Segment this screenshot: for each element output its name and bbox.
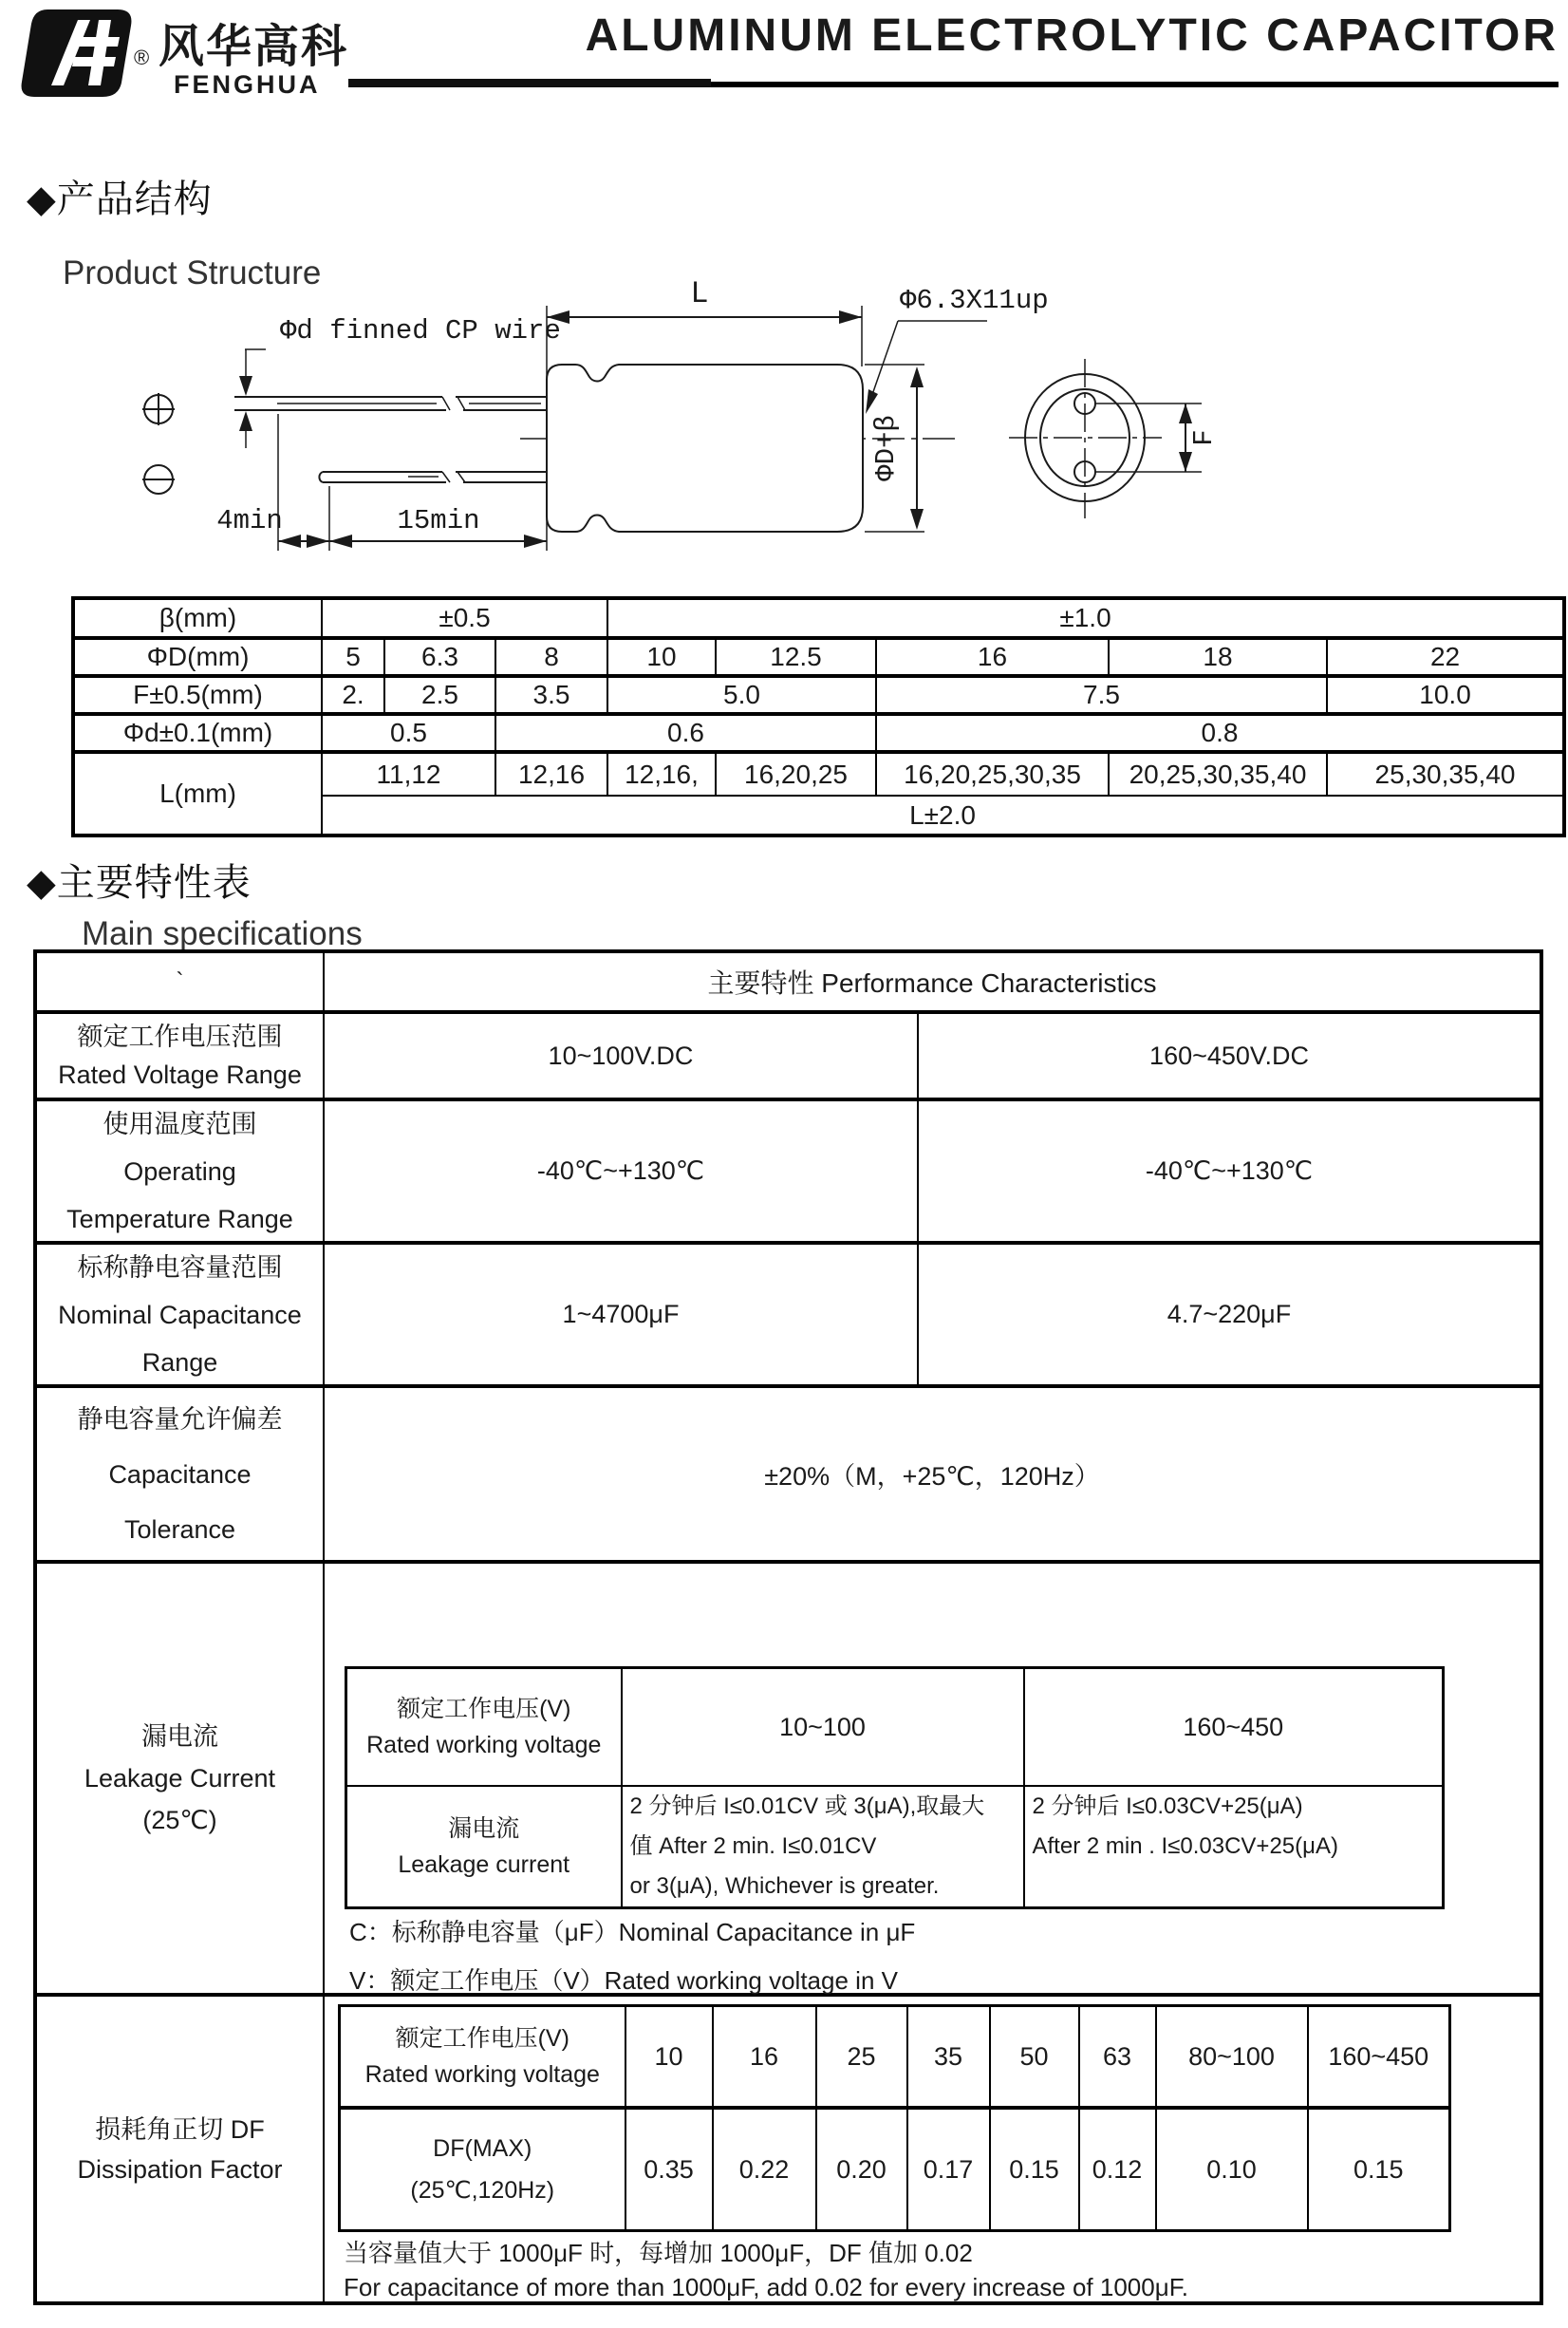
table-row	[35, 1995, 1541, 2303]
row-label: DF(MAX) (25℃,120Hz)	[340, 2108, 625, 2231]
row-label: 额定工作电压范围 Rated Voltage Range	[35, 1012, 324, 1099]
df-content	[324, 1995, 1541, 2303]
arrowhead	[278, 535, 301, 548]
plus-terminal-icon	[142, 393, 175, 425]
positive-lead	[234, 397, 547, 410]
row-label: 漏电流 Leakage Current (25℃)	[35, 1562, 324, 1995]
section-structure-title-cn: ◆产品结构	[27, 178, 213, 220]
table-row: ΦD(mm) 5 6.3 8 10 12.5 16 18 22	[73, 638, 1564, 676]
main-spec-table	[33, 949, 1543, 2305]
row-label: 漏电流 Leakage current	[346, 1786, 622, 1908]
table-row: F±0.5(mm) 2. 2.5 3.5 5.0 7.5 10.0	[73, 676, 1564, 714]
row-label: 额定工作电压(V) Rated working voltage	[340, 2006, 625, 2109]
table-row	[346, 1786, 1444, 1908]
dim-label-pitch: F	[1188, 429, 1220, 446]
logo-company-name-cn: 风华高科	[159, 22, 349, 72]
negative-lead	[319, 472, 547, 482]
leakage-spec-low: 2 分钟后 I≤0.01CV 或 3(μA),取最大 值 After 2 min. I≤0.01CV or 3(μA), Whichever is greater.	[622, 1786, 1024, 1908]
arrowhead	[839, 310, 862, 324]
logo-company-name-en: FENGHUA	[174, 70, 321, 99]
page-title: ALUMINUM ELECTROLYTIC CAPACITOR	[585, 10, 1559, 61]
capacitor-end-view	[1009, 359, 1202, 518]
arrowhead	[910, 509, 924, 530]
table-row: 静电容量允许偏差 Capacitance Tolerance ±20%（M，+25℃，120Hz）	[35, 1386, 1541, 1562]
row-label: L(mm)	[73, 752, 322, 835]
header	[0, 0, 1568, 104]
fenghua-logo-mark	[19, 6, 144, 101]
table-row: 使用温度范围 Operating Temperature Range -40℃~+130℃ -40℃~+130℃	[35, 1099, 1541, 1243]
leakage-content	[324, 1562, 1541, 1995]
table-row: 额定工作电压范围 Rated Voltage Range 10~100V.DC 160~450V.DC	[35, 1012, 1541, 1099]
spec-header: 主要特性 Performance Characteristics	[324, 951, 1541, 1012]
row-label: 额定工作电压(V) Rated working voltage	[346, 1668, 622, 1787]
arrowhead	[239, 411, 252, 431]
dim-label-diameter: ΦD+β	[870, 415, 902, 481]
leakage-inner-table	[345, 1666, 1445, 1909]
note-c: C：标称静电容量（μF）Nominal Capacitance in μF	[349, 1918, 916, 1946]
table-row: 额定工作电压(V) Rated working voltage 10~100 160~450	[346, 1668, 1444, 1787]
arrowhead	[910, 366, 924, 387]
table-row	[35, 1562, 1541, 1995]
dimension-table	[71, 596, 1566, 837]
capacitor-outline-drawing	[0, 253, 1568, 598]
row-label: 损耗角正切 DF Dissipation Factor	[35, 1995, 324, 2303]
df-inner-table	[338, 2004, 1451, 2232]
table-row: DF(MAX) (25℃,120Hz) 0.35 0.22 0.20 0.17 0.15 0.12 0.10 0.15	[340, 2108, 1450, 2231]
row-label: 标称静电容量范围 Nominal Capacitance Range	[35, 1243, 324, 1386]
df-note-cn: 当容量值大于 1000μF 时，每增加 1000μF，DF 值加 0.02	[344, 2239, 973, 2267]
row-label: ΦD(mm)	[73, 638, 322, 676]
section-specs-title-cn: ◆主要特性表	[27, 862, 252, 904]
arrowhead	[524, 535, 547, 548]
note-v: V：额定工作电压（V）Rated working voltage in V	[349, 1966, 898, 1995]
registered-trademark: ®	[134, 46, 150, 69]
section-specs-title-en: Main specifications	[82, 915, 363, 952]
leakage-spec-high: 2 分钟后 I≤0.03CV+25(μA) After 2 min . I≤0.03CV+25(μA)	[1024, 1786, 1444, 1908]
table-row	[35, 951, 1541, 1012]
capacitor-body	[547, 365, 863, 532]
dim-label-4min: 4min	[216, 505, 283, 536]
table-row: Φd±0.1(mm) 0.5 0.6 0.8	[73, 714, 1564, 752]
dim-label-vent: Φ6.3X11up	[900, 285, 1049, 316]
table-row: 额定工作电压(V) Rated working voltage 10 16 25 35 50 63 80~100 160~450	[340, 2006, 1450, 2109]
corner-cell: `	[35, 951, 324, 1012]
table-row: β(mm) ±0.5 ±1.0	[73, 598, 1564, 638]
arrowhead	[329, 535, 352, 548]
row-label: β(mm)	[73, 598, 322, 638]
row-label: F±0.5(mm)	[73, 676, 322, 714]
table-row: 标称静电容量范围 Nominal Capacitance Range 1~4700μF 4.7~220μF	[35, 1243, 1541, 1386]
arrowhead	[239, 376, 252, 396]
dim-label-length: L	[690, 276, 709, 311]
row-label: 静电容量允许偏差 Capacitance Tolerance	[35, 1386, 324, 1562]
section-structure-title-en: Product Structure	[63, 254, 322, 291]
arrowhead	[866, 389, 878, 414]
table-row: L(mm) 11,12 12,16 12,16, 16,20,25 16,20,25,30,35 20,25,30,35,40 25,30,35,40	[73, 752, 1564, 796]
arrowhead	[1179, 404, 1192, 423]
arrowhead	[1179, 452, 1192, 472]
df-note-en: For capacitance of more than 1000μF, add 0.02 for every increase of 1000μF.	[344, 2273, 1188, 2301]
table-row: L±2.0	[73, 796, 1564, 835]
arrowhead	[307, 535, 329, 548]
dim-label-lead-wire: Φd finned CP wire	[280, 315, 561, 347]
minus-terminal-icon	[142, 465, 175, 494]
header-rule-accent	[348, 79, 711, 87]
dim-label-15min: 15min	[397, 505, 480, 536]
row-label: 使用温度范围 Operating Temperature Range	[35, 1099, 324, 1243]
row-label: Φd±0.1(mm)	[73, 714, 322, 752]
